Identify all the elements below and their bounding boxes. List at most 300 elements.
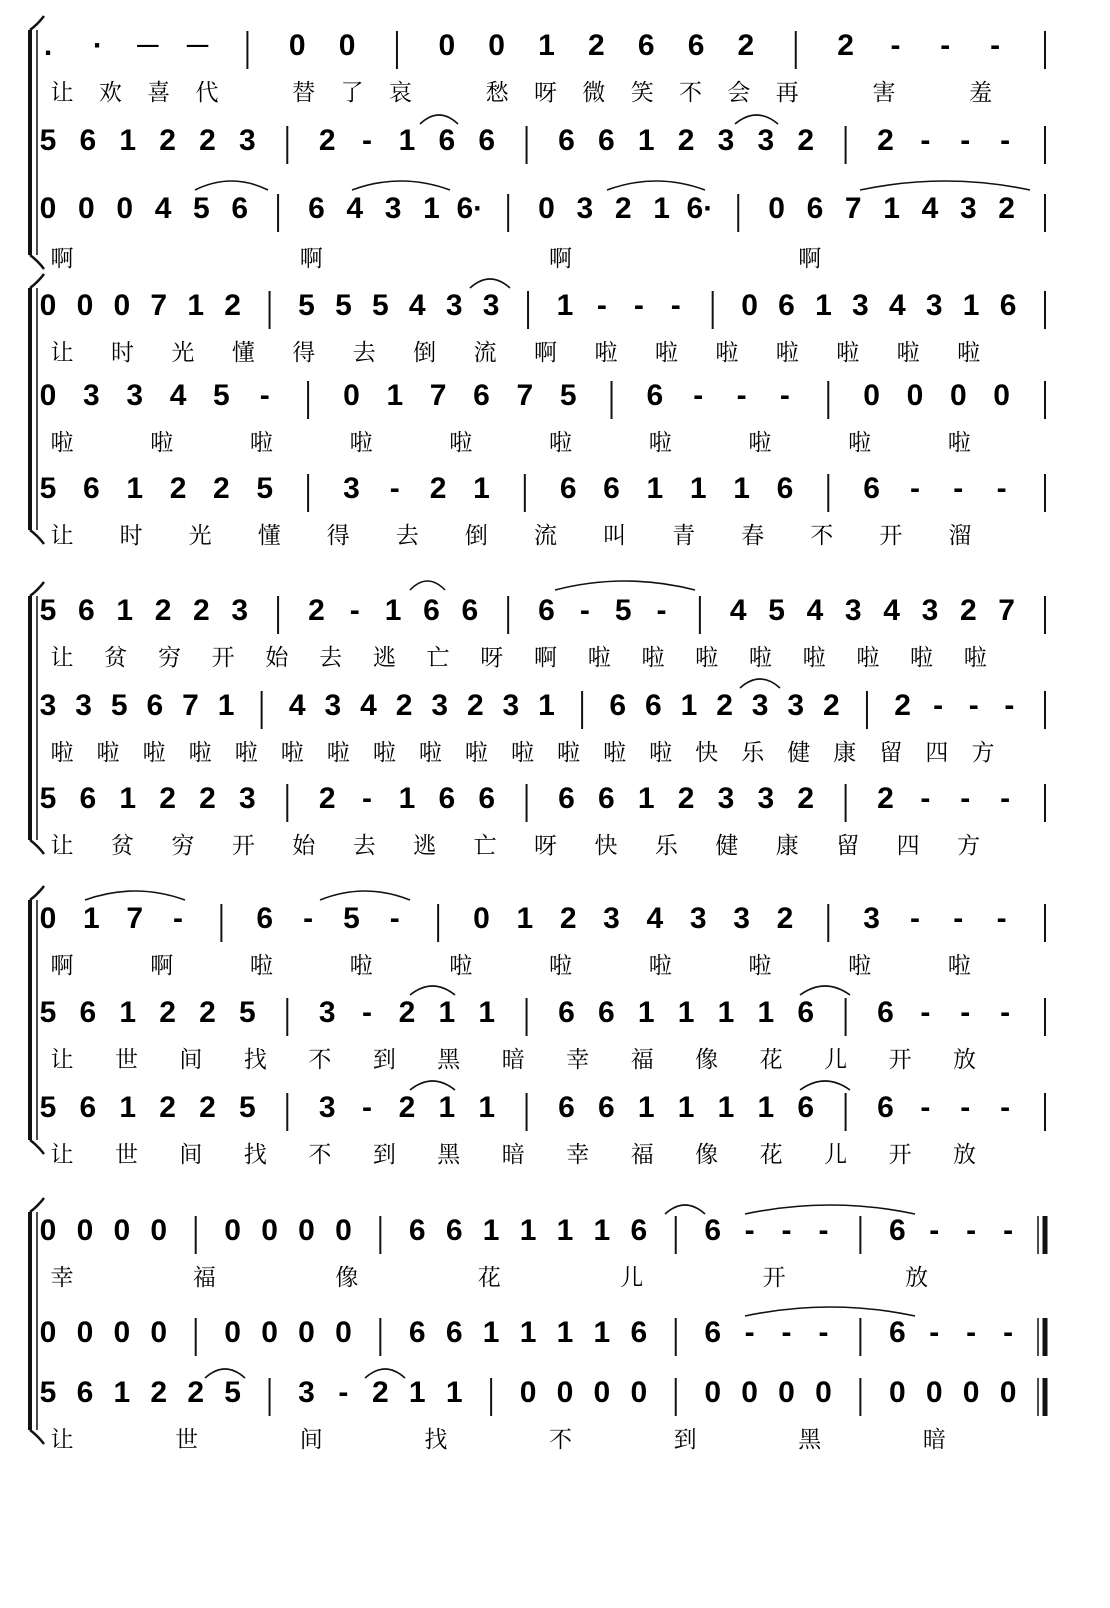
jianpu-note: - [1003, 1214, 1014, 1247]
jianpu-note: 0 [39, 1316, 57, 1349]
staff-row [40, 689, 1045, 766]
jianpu-note: 1 [689, 472, 707, 505]
jianpu-note: 0 [224, 1214, 241, 1247]
jianpu-note: 1 [519, 1214, 537, 1247]
jianpu-note: 1 [556, 1316, 574, 1349]
jianpu-note: - [781, 1316, 792, 1349]
lyric-char: 啊 [534, 645, 557, 671]
jianpu-note: 3 [126, 379, 144, 412]
jianpu-note: 1 [653, 192, 670, 225]
jianpu-note: 0 [556, 1376, 574, 1409]
lyric-char: 啦 [96, 740, 120, 766]
jianpu-note: 1 [646, 472, 664, 505]
jianpu-note: 1 [677, 1091, 695, 1124]
jianpu-note: - [920, 1091, 931, 1124]
jianpu-note: 2 [199, 124, 216, 157]
jianpu-note: 0 [519, 1376, 537, 1409]
jianpu-note: 6 [999, 289, 1017, 322]
jianpu-note: 1 [119, 124, 137, 157]
lyric-char: 黑 [798, 1427, 822, 1453]
lyric-char: 健 [787, 740, 811, 766]
jianpu-note: 2 [318, 124, 336, 157]
jianpu-note: 2 [877, 124, 894, 157]
jianpu-note: 6 [704, 1316, 722, 1349]
lyric-char: 不 [679, 80, 703, 106]
lyric-char: 倒 [413, 340, 437, 366]
jianpu-note: 2 [429, 472, 447, 505]
jianpu-note: - [596, 289, 607, 322]
jianpu-note: 6 [79, 1091, 97, 1124]
jianpu-note: - [920, 782, 931, 815]
jianpu-note: 3 [852, 289, 869, 322]
jianpu-note: - [173, 902, 184, 935]
lyric-char: 方 [957, 833, 981, 859]
lyric-char: 喜 [147, 80, 171, 106]
lyric-char: 不 [308, 1047, 332, 1073]
jianpu-note: - [818, 1316, 829, 1349]
jianpu-note: - [1003, 1316, 1014, 1349]
jianpu-note: 1 [733, 472, 750, 505]
jianpu-note: 0 [39, 902, 57, 935]
jianpu-note: - [929, 1316, 940, 1349]
lyric-char: 幸 [566, 1142, 590, 1168]
jianpu-note: 6 [630, 1316, 648, 1349]
lyric-char: 啦 [654, 340, 678, 366]
jianpu-note: 6 [597, 996, 615, 1029]
lyric-char: 间 [299, 1427, 323, 1453]
jianpu-note: 4 [888, 289, 906, 322]
jianpu-note: 3 [925, 289, 943, 322]
lyric-char: 幸 [50, 1265, 74, 1291]
jianpu-note: 5 [39, 472, 57, 505]
lyric-char: 暗 [922, 1427, 946, 1453]
jianpu-note: 1 [538, 689, 555, 722]
lyric-char: 啦 [449, 430, 473, 456]
jianpu-note: 3 [921, 594, 939, 627]
lyric-char: 得 [326, 523, 350, 549]
jianpu-note: 7 [844, 192, 862, 225]
jianpu-note: - [920, 996, 931, 1029]
slur [195, 181, 268, 190]
jianpu-note: 5 [193, 192, 210, 225]
jianpu-note: 2 [797, 124, 815, 157]
lyric-char: 代 [195, 80, 219, 106]
jianpu-note: 1 [815, 289, 832, 322]
jianpu-note: 2 [169, 472, 187, 505]
jianpu-note: - [960, 996, 971, 1029]
jianpu-note: 6 [438, 124, 456, 157]
jianpu-note: 5 [239, 1091, 256, 1124]
jianpu-note: 0 [39, 379, 57, 412]
staff-row [40, 1214, 1045, 1291]
jianpu-note: 5 [39, 594, 57, 627]
lyric-char: 开 [888, 1047, 912, 1073]
jianpu-note: 4 [883, 594, 900, 627]
jianpu-note: 6 [423, 594, 440, 627]
jianpu-note: 1 [516, 902, 534, 935]
lyric-char: 像 [695, 1142, 719, 1168]
staff-row [40, 782, 1045, 859]
lyric-char: 贫 [110, 833, 134, 859]
lyric-char: 得 [292, 340, 316, 366]
lyric-char: 黑 [437, 1142, 461, 1168]
lyric-char: 快 [695, 740, 719, 766]
lyric-char: 不 [810, 523, 834, 549]
lyric-char: 开 [211, 645, 235, 671]
lyric-char: 儿 [620, 1265, 644, 1291]
jianpu-note: - [656, 594, 667, 627]
lyric-char: 啦 [748, 645, 772, 671]
jianpu-note: 1 [119, 996, 137, 1029]
jianpu-note: 0 [298, 1214, 315, 1247]
lyric-char: 叫 [603, 523, 627, 549]
jianpu-note: 2 [199, 782, 216, 815]
lyric-char: 啊 [798, 246, 822, 272]
jianpu-note: 0 [39, 1214, 57, 1247]
lyric-char: 啦 [464, 740, 488, 766]
jianpu-note: 1 [593, 1316, 611, 1349]
jianpu-note: - [968, 689, 979, 722]
jianpu-note: 3 [231, 594, 249, 627]
jianpu-note: 3 [757, 124, 775, 157]
jianpu-note: 1 [119, 782, 137, 815]
jianpu-note: 2 [588, 29, 605, 62]
lyric-char: 懂 [257, 523, 281, 549]
lyric-char: 间 [179, 1142, 203, 1168]
jianpu-note: 3 [844, 594, 862, 627]
jianpu-note: 1 [438, 996, 456, 1029]
jianpu-note: 6 [877, 996, 894, 1029]
slur [745, 1205, 915, 1214]
jianpu-note: 5 [110, 689, 128, 722]
lyric-char: 时 [119, 523, 143, 549]
jianpu-note: - [966, 1214, 977, 1247]
lyric-char: 光 [171, 340, 195, 366]
jianpu-note: - [633, 289, 644, 322]
lyric-char: 逃 [372, 645, 396, 671]
jianpu-note: 0 [538, 192, 555, 225]
jianpu-note: 1 [83, 902, 100, 935]
jianpu-note: 6 [704, 1214, 722, 1247]
lyric-char: 羞 [969, 80, 993, 106]
jianpu-note: 0 [999, 1376, 1017, 1409]
jianpu-note: - [389, 472, 400, 505]
jianpu-note: 3 [445, 289, 463, 322]
jianpu-note: - [736, 379, 747, 412]
jianpu-note: - [362, 124, 373, 157]
jianpu-note: 6 [778, 289, 795, 322]
jianpu-note: 5 [224, 1376, 241, 1409]
jianpu-note: 0 [261, 1316, 278, 1349]
jianpu-note: 0 [39, 289, 57, 322]
slur [740, 679, 780, 688]
jianpu-note: 2 [823, 689, 840, 722]
jianpu-note: 4 [288, 689, 306, 722]
jianpu-note: 0 [778, 1376, 795, 1409]
jianpu-note: 2 [199, 1091, 216, 1124]
jianpu-note: 0 [768, 192, 785, 225]
jianpu-note: 0 [815, 1376, 832, 1409]
jianpu-note: 0 [906, 379, 924, 412]
lyric-char: 啦 [234, 740, 258, 766]
jianpu-note: 2 [159, 124, 176, 157]
jianpu-note: 6 [559, 472, 577, 505]
jianpu-note: - [1004, 689, 1015, 722]
jianpu-note: 6 [478, 124, 496, 157]
lyric-char: 啦 [802, 645, 826, 671]
slur [555, 581, 695, 590]
jianpu-note: - [960, 1091, 971, 1124]
jianpu-note: 5 [371, 289, 389, 322]
jianpu-note: 3 [239, 124, 256, 157]
jianpu-note: - [933, 689, 944, 722]
jianpu-note: 3 [863, 902, 880, 935]
lyric-char: 啦 [715, 340, 739, 366]
lyric-char: 找 [243, 1142, 267, 1168]
jianpu-note: - [920, 124, 931, 157]
lyric-char: 世 [175, 1427, 199, 1453]
jianpu-note: 2 [213, 472, 230, 505]
jianpu-note: . [43, 29, 53, 62]
jianpu-note: 2 [959, 594, 977, 627]
lyric-char: 啦 [648, 430, 672, 456]
lyric-char: 找 [243, 1047, 267, 1073]
jianpu-note: 1 [717, 1091, 735, 1124]
jianpu-note: 1 [637, 124, 655, 157]
jianpu-note: 2 [224, 289, 241, 322]
jianpu-note: 2 [776, 902, 794, 935]
jianpu-note: 2 [797, 782, 815, 815]
jianpu-note: 6 [888, 1214, 906, 1247]
jianpu-note: - [990, 29, 1001, 62]
jianpu-note: 6 [83, 472, 100, 505]
jianpu-note: 1 [386, 379, 404, 412]
lyric-char: 福 [630, 1142, 654, 1168]
jianpu-note: - [1000, 996, 1011, 1029]
lyric-char: 倒 [464, 523, 488, 549]
slur [665, 1205, 705, 1214]
jianpu-note: 6 [79, 124, 97, 157]
lyric-char: 啦 [848, 430, 872, 456]
jianpu-note: 5 [335, 289, 352, 322]
jianpu-note: 0 [863, 379, 880, 412]
lyric-char: 开 [762, 1265, 786, 1291]
jianpu-note: 0 [76, 1316, 94, 1349]
jianpu-note: - [996, 472, 1007, 505]
slur [410, 581, 445, 590]
jianpu-note: - [781, 1214, 792, 1247]
jianpu-note: 6 [888, 1316, 906, 1349]
jianpu-note: 2 [159, 996, 176, 1029]
jianpu-note: 3 [298, 1376, 315, 1409]
jianpu-note: 5 [256, 472, 274, 505]
slur [745, 1307, 915, 1316]
jianpu-note: - [960, 782, 971, 815]
lyric-char: 啦 [249, 430, 273, 456]
slur [85, 891, 185, 900]
jianpu-note: 0 [113, 1214, 131, 1247]
lyric-char: 幸 [566, 1047, 590, 1073]
lyric-char: 到 [372, 1142, 396, 1168]
jianpu-note: 4 [729, 594, 747, 627]
jianpu-note: 0 [888, 1376, 906, 1409]
jianpu-note: - [579, 594, 590, 627]
jianpu-note: 5 [614, 594, 632, 627]
jianpu-note: 4 [346, 192, 364, 225]
jianpu-note: 6 [597, 124, 615, 157]
jianpu-note: - [362, 1091, 373, 1124]
jianpu-note: 3 [603, 902, 620, 935]
jianpu-note: 5 [768, 594, 785, 627]
jianpu-note: 6 [79, 996, 97, 1029]
jianpu-note: - [362, 996, 373, 1029]
lyric-char: 呀 [480, 645, 504, 671]
staff-row [40, 1316, 1045, 1356]
jianpu-note: 2 [716, 689, 733, 722]
jianpu-note: 2 [614, 192, 632, 225]
jianpu-note: 1 [126, 472, 144, 505]
lyric-char: 暗 [501, 1142, 525, 1168]
lyric-char: 到 [372, 1047, 396, 1073]
lyric-char: 啦 [587, 645, 611, 671]
lyric-char: 光 [188, 523, 212, 549]
jianpu-note: 6 [478, 782, 496, 815]
jianpu-note: 2 [187, 1376, 205, 1409]
jianpu-note: 3 [751, 689, 769, 722]
lyric-char: 让 [50, 340, 74, 366]
jianpu-note: 2 [466, 689, 484, 722]
lyric-char: 呀 [534, 833, 557, 859]
jianpu-note: 1 [445, 1376, 463, 1409]
jianpu-note: 6 [797, 996, 815, 1029]
jianpu-note: - [940, 29, 951, 62]
jianpu-note: 2 [199, 996, 216, 1029]
jianpu-note: 3 [431, 689, 449, 722]
jianpu-note: 3 [39, 689, 57, 722]
jianpu-note: - [960, 124, 971, 157]
lyric-char: 啦 [603, 740, 627, 766]
lyric-char: 啦 [748, 430, 772, 456]
lyric-char: 贫 [104, 645, 128, 671]
staff-row [40, 379, 1045, 456]
jianpu-note: 0 [741, 1376, 758, 1409]
jianpu-note: 6 [79, 782, 97, 815]
jianpu-note: 6 [231, 192, 249, 225]
jianpu-note: 1 [423, 192, 440, 225]
staff-row [40, 192, 1045, 272]
jianpu-note: 0 [343, 379, 360, 412]
jianpu-note: 6 [806, 192, 824, 225]
jianpu-note: 6 [408, 1316, 426, 1349]
staff-row [40, 124, 1045, 164]
lyric-char: 啦 [349, 430, 373, 456]
jianpu-note: 0 [261, 1214, 278, 1247]
jianpu-note: 1 [384, 594, 402, 627]
jianpu-note: - [389, 902, 400, 935]
jianpu-note: 4 [646, 902, 664, 935]
jianpu-note: ─ [186, 29, 209, 62]
lyric-char: 啦 [188, 740, 212, 766]
lyric-char: 花 [759, 1047, 783, 1073]
lyric-char: 乐 [741, 740, 765, 766]
jianpu-note: - [349, 594, 360, 627]
jianpu-note: - [362, 782, 373, 815]
staff-row [40, 594, 1045, 671]
lyric-char: 始 [292, 833, 316, 859]
lyric-char: 害 [872, 80, 896, 106]
jianpu-note: 3 [787, 689, 805, 722]
jianpu-note: 6 [776, 472, 794, 505]
jianpu-note: 0 [113, 1316, 131, 1349]
jianpu-note: 6 [637, 29, 655, 62]
jianpu-note: 6 [558, 1091, 575, 1124]
jianpu-note: 6· [456, 192, 484, 225]
slur [420, 115, 458, 124]
lyric-char: 间 [179, 1047, 203, 1073]
lyric-char: 再 [775, 80, 799, 106]
jianpu-note: 3 [717, 124, 735, 157]
jianpu-note: 5 [343, 902, 360, 935]
jianpu-note: 2 [998, 192, 1015, 225]
lyric-char: 福 [630, 1047, 654, 1073]
jianpu-note: - [996, 902, 1007, 935]
slur [800, 986, 850, 995]
jianpu-note: 6 [603, 472, 620, 505]
lyric-char: 去 [352, 340, 376, 366]
lyric-char: 黑 [437, 1047, 461, 1073]
lyric-char: 像 [695, 1047, 719, 1073]
jianpu-note: - [1000, 1091, 1011, 1124]
jianpu-note: 2 [318, 782, 336, 815]
jianpu-note: 4 [806, 594, 824, 627]
staff-row [40, 996, 1045, 1073]
jianpu-note: 3 [757, 782, 775, 815]
jianpu-note: 0 [116, 192, 134, 225]
jianpu-note: - [670, 289, 681, 322]
lyric-char: 花 [759, 1142, 783, 1168]
lyric-char: 逃 [413, 833, 437, 859]
jianpu-note: 6 [146, 689, 164, 722]
jianpu-note: 6 [76, 1376, 94, 1409]
slur [607, 181, 705, 190]
lyric-char: 哀 [388, 80, 412, 106]
jianpu-note: 1 [398, 124, 416, 157]
jianpu-note: 2 [677, 124, 695, 157]
lyric-char: 青 [672, 523, 696, 549]
lyric-char: 世 [114, 1142, 138, 1168]
jianpu-note: 1 [478, 1091, 496, 1124]
jianpu-note: 0 [338, 29, 356, 62]
jianpu-note: 6 [863, 472, 880, 505]
jianpu-note: 3 [502, 689, 520, 722]
jianpu-note: 1 [116, 594, 134, 627]
lyric-char: 始 [265, 645, 289, 671]
jianpu-note: 0 [288, 29, 306, 62]
jianpu-note: 4 [408, 289, 426, 322]
jianpu-note: 2 [193, 594, 210, 627]
jianpu-note: 0 [150, 1214, 168, 1247]
lyric-char: 不 [308, 1142, 332, 1168]
lyric-char: 啦 [50, 740, 74, 766]
jianpu-note: 1 [637, 782, 655, 815]
lyric-char: 去 [395, 523, 419, 549]
lyric-char: 啦 [372, 740, 396, 766]
lyric-char: 留 [879, 740, 903, 766]
lyric-char: 时 [110, 340, 134, 366]
jianpu-note: 2 [737, 29, 755, 62]
jianpu-note: 1 [187, 289, 205, 322]
jianpu-note: 3 [239, 782, 256, 815]
